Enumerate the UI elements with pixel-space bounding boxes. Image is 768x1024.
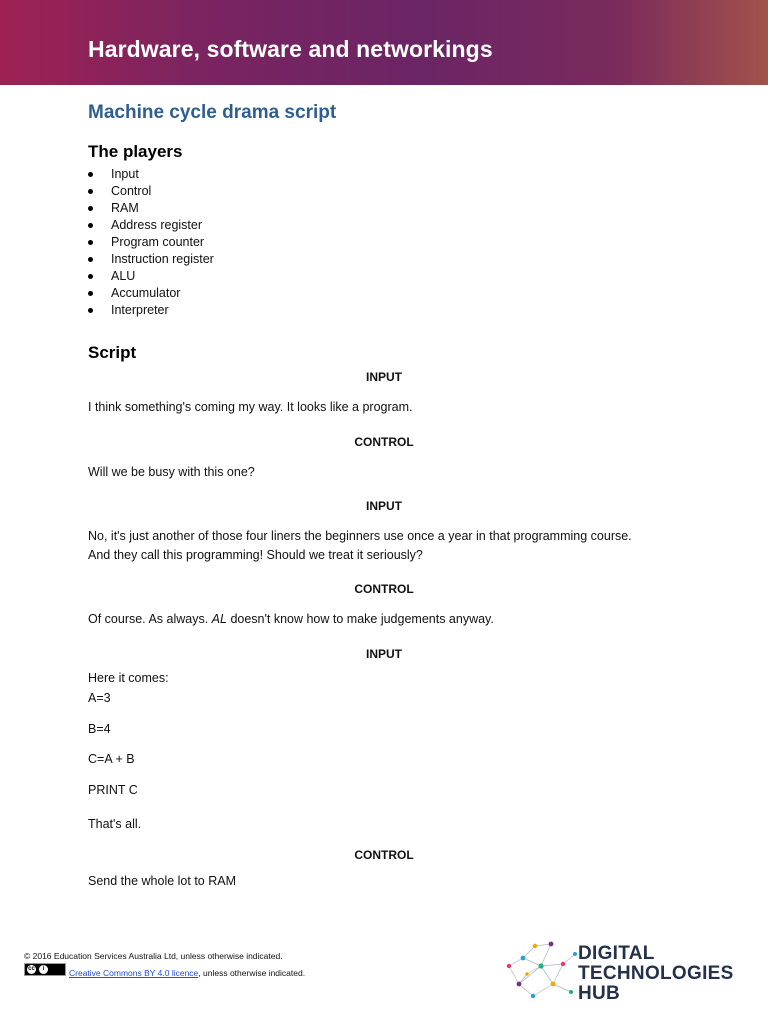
players-heading: The players (88, 142, 183, 161)
speaker-label: INPUT (366, 370, 402, 384)
script-line: That's all. (88, 817, 142, 831)
code-line: A=3 (88, 691, 111, 705)
logo-line: DIGITAL (578, 943, 655, 964)
script-line: I think something's coming my way. It looks like a program. (88, 400, 413, 414)
network-nodes-icon (505, 940, 580, 1002)
script-line-part: Of course. As always. (88, 612, 212, 626)
code-line: C=A + B (88, 752, 135, 766)
players-list (88, 166, 214, 319)
script-line-part: doesn't know how to make judgements anyway. (226, 612, 494, 626)
list-item: Instruction register (88, 251, 214, 268)
header-banner (0, 0, 768, 85)
licence-suffix: , unless otherwise indicated. (198, 968, 306, 978)
list-item: Accumulator (88, 285, 214, 302)
script-line: No, it's just another of those four liners the beginners use once a year in that programming course. (88, 529, 632, 543)
licence-link[interactable]: Creative Commons BY 4.0 licence (69, 968, 199, 978)
script-line: And they call this programming! Should we treat it seriously? (88, 548, 423, 562)
script-line (88, 610, 494, 629)
copyright-notice: © 2016 Education Services Australia Ltd, unless otherwise indicated. (24, 951, 283, 961)
logo-line: TECHNOLOGIES (578, 963, 734, 984)
speaker-label: CONTROL (354, 848, 414, 862)
script-heading: Script (88, 343, 137, 362)
script-line: Here it comes: (88, 671, 169, 685)
code-line: B=4 (88, 722, 111, 736)
speaker-label: INPUT (366, 647, 402, 661)
script-line: Send the whole lot to RAM (88, 874, 236, 888)
banner-title: Hardware, software and networkings (88, 36, 493, 62)
list-item: Control (88, 183, 214, 200)
list-item: RAM (88, 200, 214, 217)
script-line: Will we be busy with this one? (88, 465, 255, 479)
digital-technologies-hub-logo (578, 944, 734, 1004)
speaker-label: CONTROL (354, 582, 414, 596)
script-line-emphasis: AL (211, 612, 227, 626)
code-line: PRINT C (88, 783, 138, 797)
logo-line: HUB (578, 983, 621, 1004)
document-title: Machine cycle drama script (88, 102, 337, 123)
list-item: ALU (88, 268, 214, 285)
list-item: Interpreter (88, 302, 214, 319)
creative-commons-by-icon: cc i (24, 963, 66, 976)
speaker-label: CONTROL (354, 435, 414, 449)
list-item: Input (88, 166, 214, 183)
list-item: Program counter (88, 234, 214, 251)
licence-notice (69, 968, 305, 978)
list-item: Address register (88, 217, 214, 234)
speaker-label: INPUT (366, 499, 402, 513)
